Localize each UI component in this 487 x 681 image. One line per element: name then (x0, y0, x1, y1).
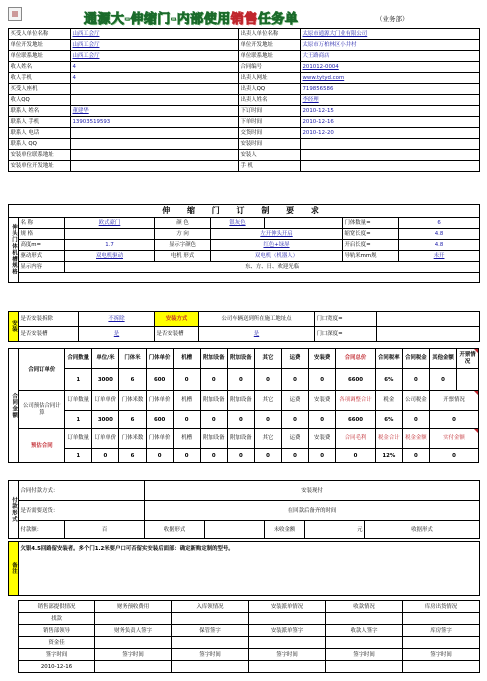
amount-row1-cell[interactable]: 0 (227, 369, 254, 391)
amount-row1-cell[interactable]: 0 (309, 369, 336, 391)
amount-row2-cell[interactable]: 0 (429, 411, 478, 429)
department-label: （业务部） (376, 15, 409, 23)
amount-row-label-2: 公司预估合同计算 (19, 391, 65, 429)
info-left-value[interactable]: 山西工会厅 (71, 29, 239, 40)
date-value[interactable] (301, 150, 480, 161)
gate-section-title: 伸 缩 门 订 制 要 求 (9, 205, 480, 218)
contact-label: 联系人 手机 (9, 117, 71, 128)
amount-row2-cell[interactable]: 0 (173, 411, 200, 429)
amount-head3: 附加设备 (200, 429, 227, 449)
gate-length-label: 缩宽长度= (343, 229, 399, 240)
amount-head3: 运费 (282, 429, 309, 449)
signoff-blank[interactable] (326, 661, 403, 673)
install-slot-value[interactable]: 是 (79, 327, 155, 342)
info-right-value[interactable]: 719856586 (301, 84, 480, 95)
amount-col-head: 运费 (282, 349, 309, 369)
payment-ship-time-label: 在回款后备齐的时间 (145, 501, 480, 521)
install-method-label: 安装方式 (155, 312, 199, 327)
info-left-label: 收人手机 (9, 73, 71, 84)
install-slot-label: 是否安装槽 (19, 327, 79, 342)
amount-row2-cell[interactable]: 0 (227, 411, 254, 429)
signoff-signer: 保管签字 (172, 625, 249, 637)
signoff-blank[interactable] (95, 637, 172, 649)
info-left-value[interactable]: 山西工会厅 (71, 51, 239, 62)
contact-value[interactable] (71, 161, 239, 172)
amount-row1-cell[interactable]: 0 (200, 369, 227, 391)
amount-row1-cell[interactable]: 6600 (336, 369, 376, 391)
signoff-head: 库房出货情况 (403, 601, 480, 613)
amount-head2: 各项调整合计 (336, 391, 376, 411)
title-part1: 通源大-伸缩门-内部使用 (84, 12, 231, 27)
amount-row3-cell[interactable]: 0 (200, 449, 227, 463)
gate-open-value[interactable]: 4.8 (399, 240, 480, 251)
amount-row3-cell[interactable]: 0 (173, 449, 200, 463)
contact-value[interactable] (71, 150, 239, 161)
amount-row3-cell[interactable]: 0 (227, 449, 254, 463)
amount-row1-cell[interactable] (457, 369, 479, 391)
signoff-time-label: 签字时间 (403, 649, 480, 661)
contact-label: 联系人 电话 (9, 128, 71, 139)
gate-color-value[interactable]: 银灰色 (211, 218, 265, 229)
amount-head2: 订单数量 (65, 391, 92, 411)
gate-side-label: 伸头门体机槽规格 (9, 218, 19, 283)
amount-row3-cell[interactable]: 0 (336, 449, 376, 463)
info-right-label: 合同编号 (239, 62, 301, 73)
signoff-head: 入库领情况 (172, 601, 249, 613)
contact-label: 安装单位开发地址 (9, 161, 71, 172)
payment-slip-value[interactable] (205, 521, 265, 539)
amount-head2: 安装费 (309, 391, 336, 411)
amount-row-label-1: 合同订单价 (19, 349, 65, 391)
amount-row2-cell[interactable]: 0 (282, 411, 309, 429)
amount-head3: 附加设备 (227, 429, 254, 449)
info-left-value[interactable]: 山西工会厅 (71, 40, 239, 51)
amount-head3: 门体单价 (146, 429, 173, 449)
signoff-time-label: 签字时间 (249, 649, 326, 661)
payment-money-unit: 百 (65, 521, 145, 539)
amount-col-head: 门体米 (119, 349, 146, 369)
signoff-note-2[interactable]: 资金佳 (19, 637, 95, 649)
amount-head3: 税金金额 (402, 429, 429, 449)
info-right-label: 单位开发地址 (239, 40, 301, 51)
info-right-label: 出卖人QQ (239, 84, 301, 95)
amount-head2: 订单单价 (92, 391, 119, 411)
payment-install-label[interactable]: 安装现付 (145, 481, 480, 501)
signoff-date[interactable]: 2010-12-16 (19, 661, 95, 673)
info-left-label: 买受人座机 (9, 84, 71, 95)
amount-head2: 附加设备 (200, 391, 227, 411)
amount-row2-cell[interactable]: 0 (309, 411, 336, 429)
install-slot-value-2[interactable]: 是 (199, 327, 315, 342)
signoff-blank[interactable] (172, 637, 249, 649)
amount-row1-cell[interactable]: 6 (119, 369, 146, 391)
document-icon (8, 7, 22, 21)
gate-motor-value[interactable]: 双电机（机器人） (211, 251, 343, 262)
gate-height-label: 高度m= (19, 240, 65, 251)
title-part2: 销售 (230, 12, 258, 27)
amount-row1-cell[interactable]: 3000 (92, 369, 119, 391)
install-door-depth-label: 门口深度= (315, 327, 377, 342)
amount-head3: 安装费 (309, 429, 336, 449)
remark-side-label: 备注 (9, 542, 19, 596)
gate-height-value[interactable]: 1.7 (65, 240, 155, 251)
date-label: 下单时间 (239, 117, 301, 128)
amount-row2-cell[interactable]: 0 (200, 411, 227, 429)
contact-label: 联系人 QQ (9, 139, 71, 150)
amount-row3-cell[interactable]: 1 (65, 449, 92, 463)
info-left-value[interactable] (71, 84, 239, 95)
gate-drive-value[interactable]: 双电机驱动 (65, 251, 155, 262)
signoff-signer: 库房签字 (403, 625, 480, 637)
payment-slip-label: 收据形式 (145, 521, 205, 539)
info-left-label: 单位开发地址 (9, 40, 71, 51)
amount-row2-cell[interactable]: 6600 (336, 411, 376, 429)
amount-head2: 开票情况 (429, 391, 478, 411)
amount-row3-cell[interactable]: 0 (309, 449, 336, 463)
amount-head2: 税金 (375, 391, 402, 411)
info-right-value[interactable]: 太原市万柏林区小井村 (301, 40, 480, 51)
amount-row3-cell[interactable]: 0 (282, 449, 309, 463)
amount-col-head: 合同总价 (336, 349, 376, 369)
signoff-blank[interactable] (326, 637, 403, 649)
sales-task-sheet (4, 4, 483, 677)
info-right-value[interactable]: 太原市通源大门业有限公司 (301, 29, 480, 40)
gate-length-value[interactable]: 4.8 (399, 229, 480, 240)
info-left-value[interactable]: 4 (71, 73, 239, 84)
info-left-label: 收人QQ (9, 95, 71, 106)
info-right-value[interactable]: 201012-0004 (301, 62, 480, 73)
amount-row2-cell[interactable]: 3000 (92, 411, 119, 429)
amount-row1-cell[interactable]: 0 (429, 369, 456, 391)
gate-color-label: 颜 色 (155, 218, 211, 229)
contact-label: 安装单位联系地址 (9, 150, 71, 161)
gate-words-label: 显示内容 (19, 262, 65, 273)
amount-row1-cell[interactable]: 0 (254, 369, 281, 391)
payment-yuan: 元 (305, 521, 365, 539)
amount-row1-cell[interactable]: 600 (146, 369, 173, 391)
signoff-blank[interactable] (249, 661, 326, 673)
amount-col-head: 安装费 (309, 349, 336, 369)
contact-label: 联系人 姓名 (9, 106, 71, 117)
amount-head3: 其它 (254, 429, 281, 449)
page-title (84, 8, 298, 27)
gate-motor-label: 电机 形式 (155, 251, 211, 262)
info-left-value[interactable] (71, 95, 239, 106)
amount-row2-cell[interactable]: 6% (375, 411, 402, 429)
signoff-signer: 财务负责人签字 (95, 625, 172, 637)
contact-value[interactable]: 董建华 (71, 106, 239, 117)
signoff-signer: 收款人签字 (326, 625, 403, 637)
amount-row3-cell[interactable]: 12% (375, 449, 402, 463)
contact-value[interactable] (71, 139, 239, 150)
amount-head2: 门体米数 (119, 391, 146, 411)
gate-display-value[interactable]: 红色+绿屏 (211, 240, 343, 251)
amount-row3-cell[interactable]: 6 (119, 449, 146, 463)
amount-table (8, 348, 479, 463)
signoff-blank[interactable] (403, 613, 480, 625)
date-value[interactable] (301, 161, 480, 172)
amount-head2: 运费 (282, 391, 309, 411)
gate-words-value[interactable]: 东、方、日、欢迎光临 (65, 262, 480, 273)
info-left-label: 单位联系地址 (9, 51, 71, 62)
payment-slip2: 收据形式 (365, 521, 480, 539)
info-left-value[interactable]: 4 (71, 62, 239, 73)
gate-count-value[interactable]: 6 (399, 218, 480, 229)
info-left-label: 收人姓名 (9, 62, 71, 73)
amount-head2: 公司税金 (402, 391, 429, 411)
signoff-table (18, 600, 480, 673)
signoff-head: 财务预收费用 (95, 601, 172, 613)
info-right-label: 单位联系地址 (239, 51, 301, 62)
signoff-time-label: 签字时间 (95, 649, 172, 661)
gate-track-value[interactable]: 未开 (399, 251, 480, 262)
signoff-head: 销售部提供情况 (19, 601, 95, 613)
install-table (8, 311, 480, 342)
amount-col-head: 单位/米 (92, 349, 119, 369)
amount-row3-cell[interactable]: 0 (254, 449, 281, 463)
date-label: 手 机 (239, 161, 301, 172)
remark-table (8, 541, 480, 596)
contact-value[interactable]: 13903519593 (71, 117, 239, 128)
signoff-blank[interactable] (249, 637, 326, 649)
info-left-label: 买受人单位名称 (9, 29, 71, 40)
amount-col-head: 合同数量 (65, 349, 92, 369)
amount-col-head: 门体单价 (146, 349, 173, 369)
amount-col-head: 附加设备 (227, 349, 254, 369)
signoff-note-1[interactable]: 找款 (19, 613, 95, 625)
amount-row2-cell[interactable]: 600 (146, 411, 173, 429)
signoff-time-label: 签字时间 (19, 649, 95, 661)
amount-col-head: 其他金额 (429, 349, 456, 369)
signoff-blank[interactable] (326, 613, 403, 625)
install-side-label: 安装 (9, 312, 19, 342)
amount-col-head: 开票情况 (457, 349, 479, 369)
date-value[interactable]: 2010-12-15 (301, 106, 480, 117)
signoff-blank[interactable] (249, 613, 326, 625)
amount-head2: 门体单价 (146, 391, 173, 411)
payment-method-label: 合同付款方式： (19, 481, 145, 501)
amount-row1-cell[interactable]: 0 (173, 369, 200, 391)
remark-text[interactable]: 欠银4.5回路留安装者。多个门1.2米要户口可否留实安装后面部：确定新购定制的型号。 (19, 542, 480, 596)
amount-row2-cell[interactable]: 0 (402, 411, 429, 429)
install-remove-value[interactable]: 不拆除 (79, 312, 155, 327)
gate-spec-label: 规 格 (19, 229, 65, 240)
gate-spacer (265, 218, 343, 229)
gate-spec-table (8, 204, 480, 283)
gate-open-label: 开启长度= (343, 240, 399, 251)
amount-head2: 其它 (254, 391, 281, 411)
amount-row2-cell[interactable]: 1 (65, 411, 92, 429)
info-right-label: 出卖人单位名称 (239, 29, 301, 40)
date-value[interactable] (301, 139, 480, 150)
signoff-head: 收款情况 (326, 601, 403, 613)
signoff-blank[interactable] (172, 613, 249, 625)
info-right-value[interactable]: 大王路商店 (301, 51, 480, 62)
info-right-value[interactable]: 李经理 (301, 95, 480, 106)
amount-row2-cell[interactable]: 6 (119, 411, 146, 429)
signoff-signer: 安装派单签字 (249, 625, 326, 637)
gate-name-label: 名 称 (19, 218, 65, 229)
amount-head3: 订单单价 (92, 429, 119, 449)
signoff-blank[interactable] (172, 661, 249, 673)
gate-drive-label: 驱动形式 (19, 251, 65, 262)
amount-side-label: 合同金额 (9, 349, 19, 463)
gate-display-label: 显示字颜色 (155, 240, 211, 251)
amount-col-head: 附加设备 (200, 349, 227, 369)
install-door-width-value[interactable] (377, 312, 480, 327)
install-slot-label-2: 是否安装槽 (155, 327, 199, 342)
gate-direction-value[interactable]: 左开伸头开启 (211, 229, 343, 240)
signoff-time-label: 签字时间 (326, 649, 403, 661)
gate-track-label: 导轨米mm规 (343, 251, 399, 262)
amount-row2-cell[interactable]: 0 (254, 411, 281, 429)
date-label: 交货时间 (239, 128, 301, 139)
signoff-blank[interactable] (403, 637, 480, 649)
gate-spec-value[interactable] (65, 229, 155, 240)
amount-row3-cell[interactable]: 0 (429, 449, 478, 463)
signoff-blank[interactable] (95, 613, 172, 625)
info-right-label: 出卖人姓名 (239, 95, 301, 106)
signoff-signer: 销售部领导 (19, 625, 95, 637)
signoff-time-label: 签字时间 (172, 649, 249, 661)
gate-count-label: 门体数量= (343, 218, 399, 229)
amount-row3-cell[interactable]: 0 (92, 449, 119, 463)
date-label: 安装时间 (239, 139, 301, 150)
amount-col-head: 机槽 (173, 349, 200, 369)
amount-row1-cell[interactable]: 0 (402, 369, 429, 391)
contact-value[interactable] (71, 128, 239, 139)
signoff-head: 安装派单情况 (249, 601, 326, 613)
payment-table (8, 480, 480, 539)
amount-row1-cell[interactable]: 0 (282, 369, 309, 391)
amount-head3: 合同毛利 (336, 429, 376, 449)
amount-row-label-3: 预估合同 (19, 429, 65, 463)
install-remove-label: 是否安装拆除 (19, 312, 79, 327)
title-part3: 任务单 (257, 12, 299, 27)
amount-head3: 实付金额 (429, 429, 478, 449)
amount-head3: 门体米数 (119, 429, 146, 449)
payment-money-label: 付款额： (19, 521, 65, 539)
info-table (8, 28, 480, 172)
amount-head3: 机槽 (173, 429, 200, 449)
payment-side-label: 付款形式 (9, 481, 19, 539)
install-door-depth-value[interactable] (377, 327, 480, 342)
install-door-width-label: 门口宽度= (315, 312, 377, 327)
payment-final-label: 未收金额 (265, 521, 305, 539)
signoff-blank[interactable] (403, 661, 480, 673)
amount-col-head: 合同税金 (402, 349, 429, 369)
amount-row3-cell[interactable]: 0 (146, 449, 173, 463)
amount-row3-cell[interactable]: 0 (402, 449, 429, 463)
amount-row1-cell[interactable]: 6% (375, 369, 402, 391)
amount-col-head: 其它 (254, 349, 281, 369)
date-label: 安装人 (239, 150, 301, 161)
title-row (4, 4, 483, 30)
amount-head3: 订单数量 (65, 429, 92, 449)
info-right-value[interactable]: www.tytyd.com (301, 73, 480, 84)
gate-name-value[interactable]: 欧式豪门 (65, 218, 155, 229)
info-right-label: 出卖人网址 (239, 73, 301, 84)
gate-direction-label: 方 向 (155, 229, 211, 240)
install-transport-label: 公司车辆送到所在施工地址点 (199, 312, 315, 327)
date-value[interactable]: 2010-12-16 (301, 117, 480, 128)
amount-head2: 机槽 (173, 391, 200, 411)
amount-row1-cell[interactable]: 1 (65, 369, 92, 391)
date-label: 下订时间 (239, 106, 301, 117)
amount-col-head: 合同税率 (375, 349, 402, 369)
amount-head3: 税金合计 (375, 429, 402, 449)
gate-blank-row (19, 273, 480, 283)
amount-head2: 附加设备 (227, 391, 254, 411)
signoff-blank[interactable] (95, 661, 172, 673)
payment-ship-label: 是否需要送货： (19, 501, 145, 521)
date-value[interactable]: 2010-12-20 (301, 128, 480, 139)
